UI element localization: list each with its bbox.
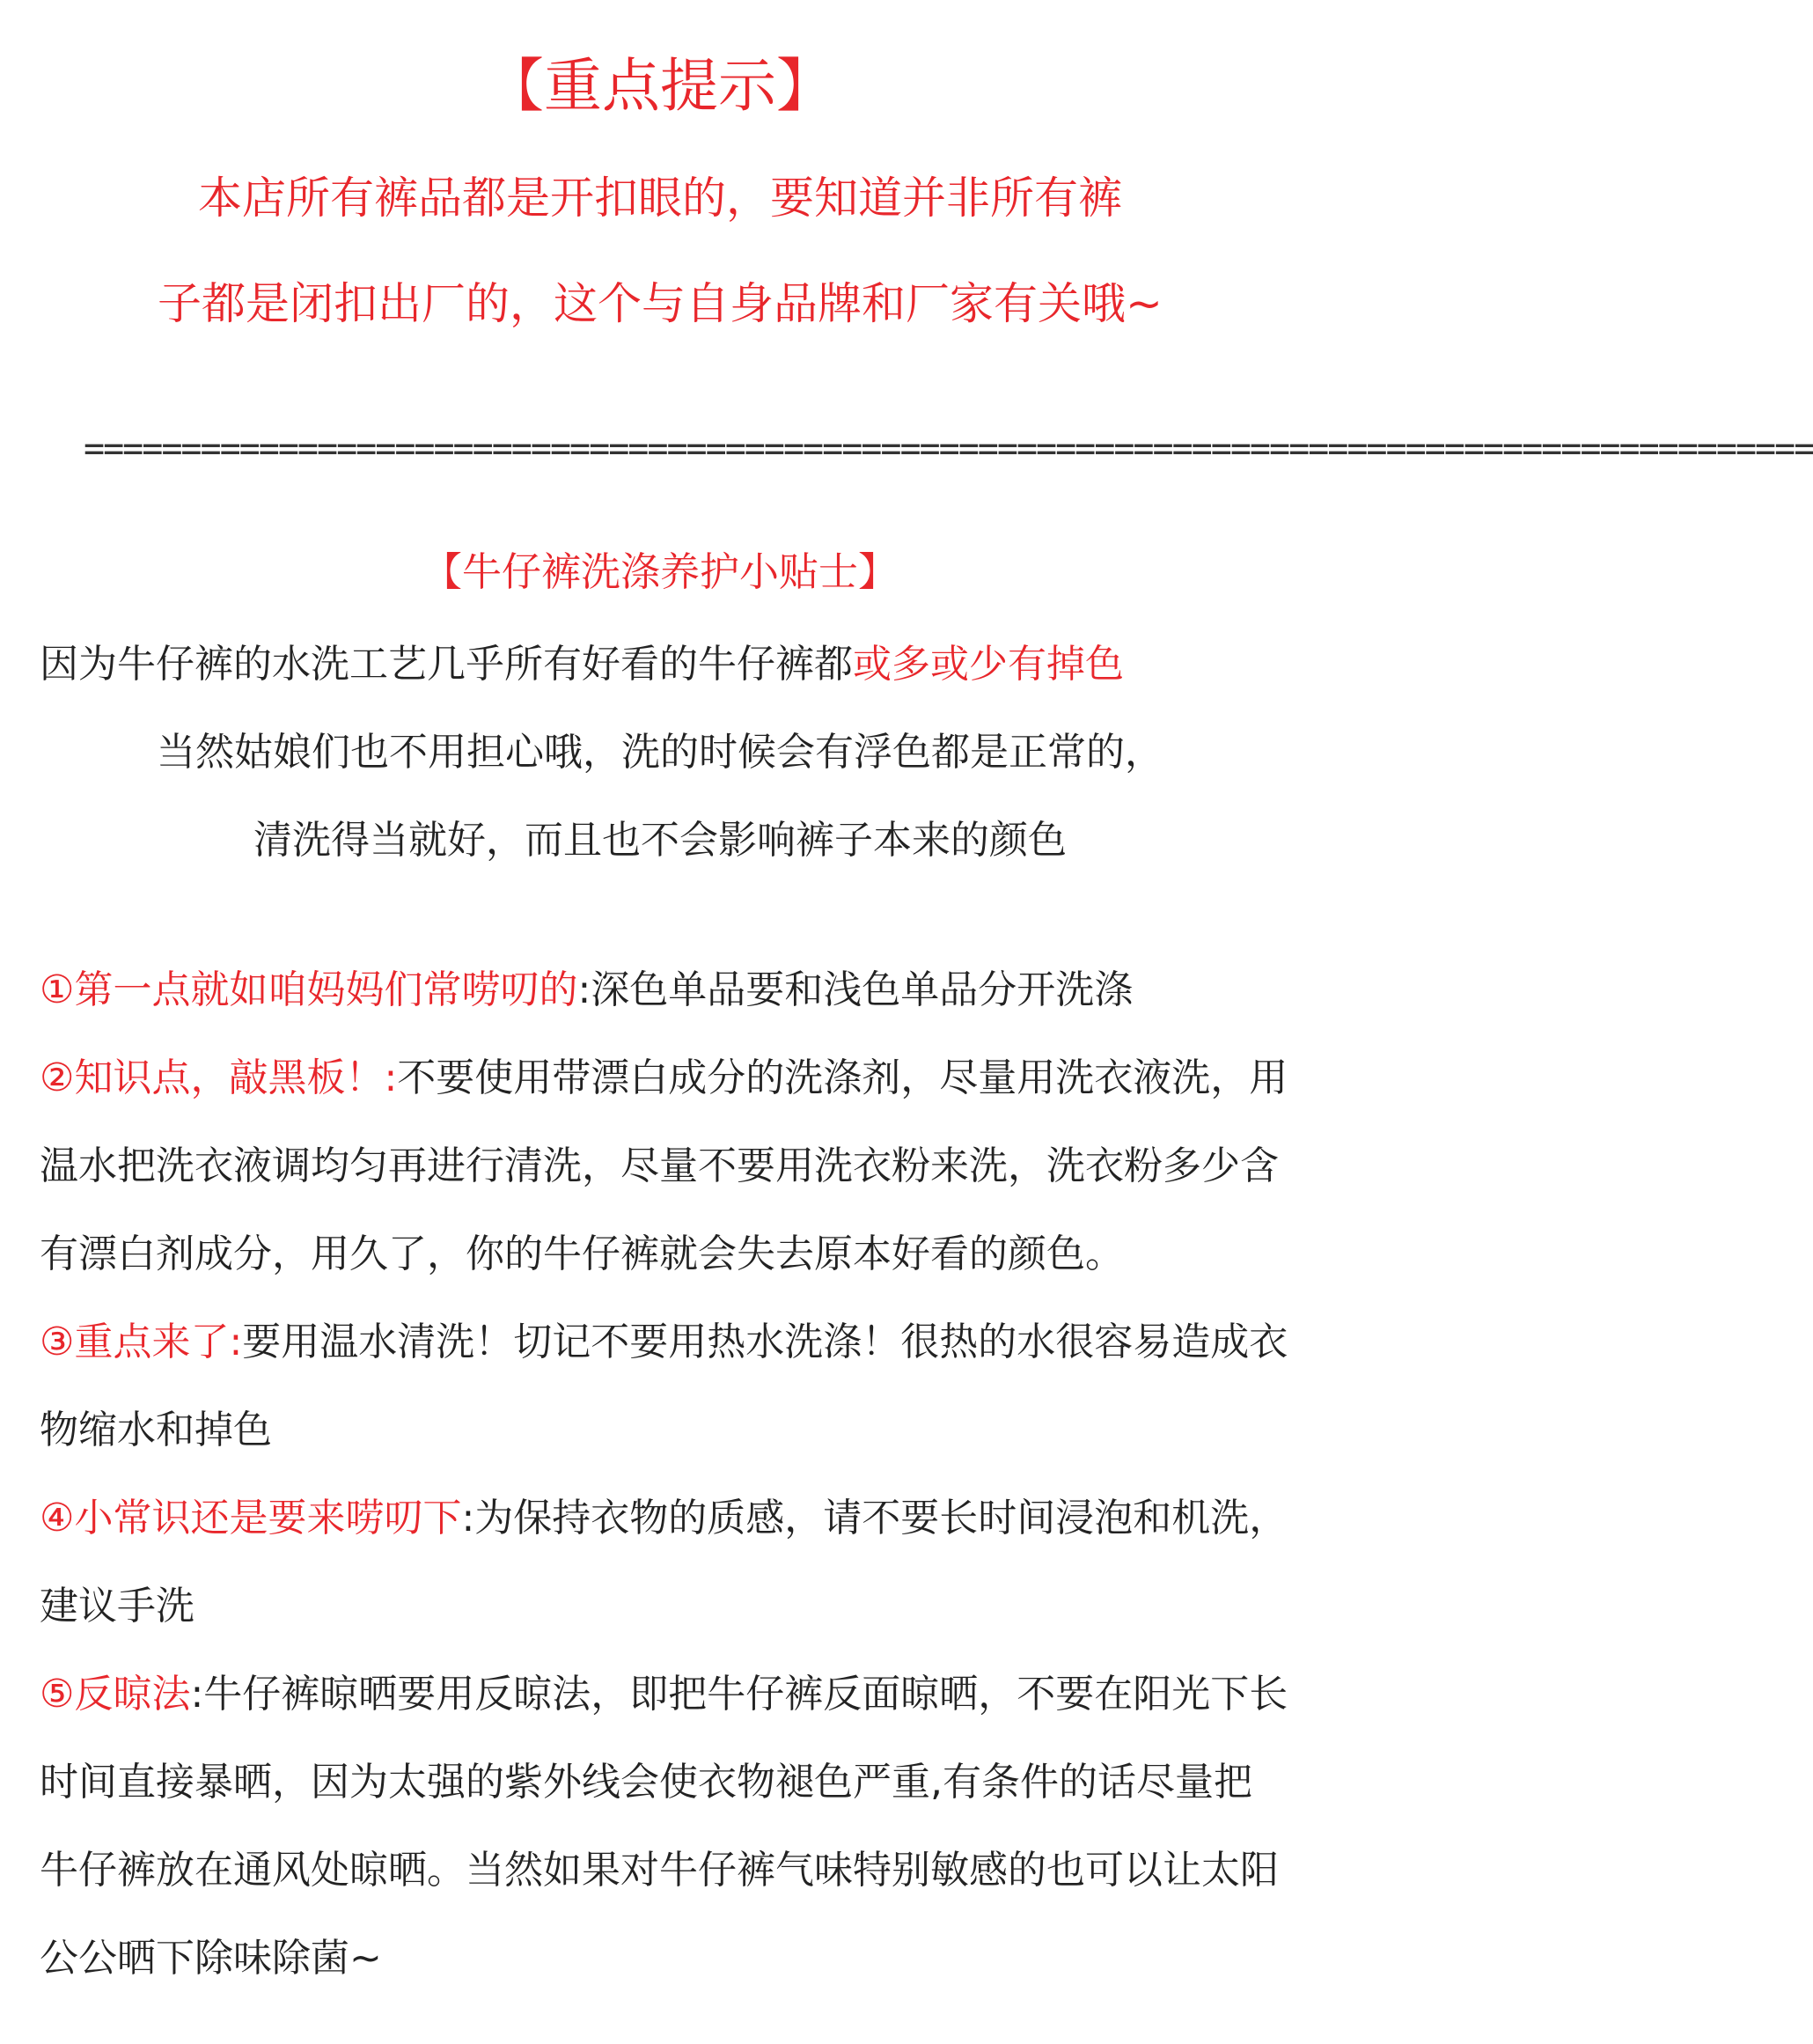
tip-5-label: ⑤反晾法 <box>40 1672 191 1717</box>
tip-4-text: :为保持衣物的质感，请不要长时间浸泡和机洗，建议手洗 <box>40 1496 1288 1629</box>
intro-line-1-text: 因为牛仔裤的水洗工艺几乎所有好看的牛仔裤都 <box>40 642 853 687</box>
tip-1-label: ①第一点就如咱妈妈们常唠叨的 <box>40 967 578 1012</box>
tip-1 <box>40 946 1289 1034</box>
tip-2 <box>40 1034 1289 1298</box>
tip-5-text: :牛仔裤晾晒要用反晾法，即把牛仔裤反面晾晒，不要在阳光下长时间直接暴晒，因为太强的紫外线会使衣物褪色严重,有条件的话尽量把牛仔裤放在通风处晾晒。当然如果对牛仔裤气味特别敏感的也可以让太阳公公晒下除味除菌~ <box>40 1672 1288 1981</box>
tip-3-label: ③重点来了: <box>40 1320 243 1364</box>
care-tips-title: 【牛仔裤洗涤养护小贴士】 <box>422 548 898 595</box>
tip-2-text: 不要使用带漂白成分的洗涤剂，尽量用洗衣液洗，用温水把洗衣液调均匀再进行清洗，尽量不要用洗衣粉来洗，洗衣粉多少含有漂白剂成分，用久了，你的牛仔裤就会失去原本好看的颜色。 <box>40 1055 1288 1276</box>
intro-line-2: 当然姑娘们也不用担心哦，洗的时候会有浮色都是正常的， <box>157 730 1163 775</box>
tip-4 <box>40 1474 1289 1651</box>
notice-title: 【重点提示】 <box>486 52 834 120</box>
notice-line-1: 本店所有裤品都是开扣眼的，要知道并非所有裤 <box>198 173 1122 224</box>
tip-4-label: ④小常识还是要来唠叨下 <box>40 1496 462 1540</box>
tip-5 <box>40 1651 1289 2003</box>
intro-line-1 <box>40 638 1124 691</box>
tip-1-text: :深色单品要和浅色单品分开洗涤 <box>577 967 1134 1012</box>
tip-2-label: ②知识点，敲黑板！: <box>40 1055 398 1100</box>
care-tips-list <box>40 946 1289 2003</box>
tip-3-text: 要用温水清洗！切记不要用热水洗涤！很热的水很容易造成衣物缩水和掉色 <box>40 1320 1288 1452</box>
intro-line-1-highlight: 或多或少有掉色 <box>853 642 1124 687</box>
divider-line: ========================================================================================= <box>84 429 1813 469</box>
intro-line-3: 清洗得当就好，而且也不会影响裤子本来的颜色 <box>253 818 1067 863</box>
notice-line-2: 子都是闭扣出厂的，这个与自身品牌和厂家有关哦~ <box>158 278 1163 329</box>
tip-3 <box>40 1298 1289 1474</box>
